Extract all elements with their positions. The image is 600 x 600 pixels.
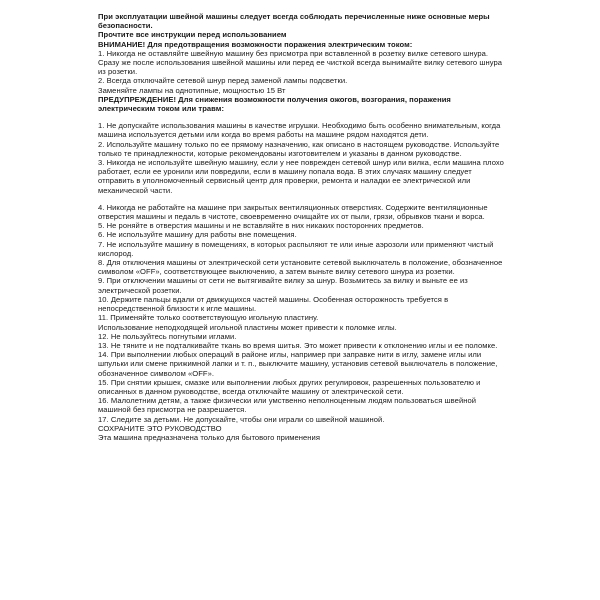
caution-item: 15. При снятии крышек, смазке или выполнении любых других регулировок, разрешенных пользователю и описанных в данном руководстве, всегда отключайте машину от электрической сети. <box>98 377 481 396</box>
read-all-heading: Прочтите все инструкции перед использованием <box>98 30 287 40</box>
caution-item: 9. При отключении машины от сети не вытягивайте вилку за шнур. Возьмитесь за вилку и выньте ее из электрической розетки. <box>98 276 468 295</box>
caution-item: Использование неподходящей игольной пластины может привести к поломке иглы. <box>98 322 397 332</box>
caution-item: 1. Не допускайте использования машины в качестве игрушки. Необходимо быть особенно внимательным, когда машина используется детьми или когда во время работы на машине рядом находятся дети. <box>98 121 501 140</box>
caution-item: 11. Применяйте только соответствующую игольную пластину. <box>98 313 319 323</box>
caution-item: 14. При выполнении любых операций в районе иглы, например при заправке нити в иглу, замене иглы или шпульки или смене прижимной лапки и т. п., выключите машину, установив сетевой выключатель в положение, обозначенное символом «OFF». <box>98 350 498 378</box>
intro-heading: При эксплуатации швейной машины следует всегда соблюдать перечисленные ниже основные меры безопасности. <box>98 12 490 31</box>
caution-item: 2. Используйте машину только по ее прямому назначению, как описано в настоящем руководстве. Используйте только те принадлежности, которые рекомендованы изготовителем и указаны в данном руководстве. <box>98 139 500 158</box>
caution-item: 16. Малолетним детям, а также физически или умственно неполноценным людям пользоваться швейной машиной без присмотра не разрешается. <box>98 396 477 415</box>
warning-item: Заменяйте лампы на однотипные, мощностью 15 Вт <box>98 85 286 95</box>
warning-electric-heading: ВНИМАНИЕ! Для предотвращения возможности поражения электрическим током: <box>98 39 413 49</box>
caution-item: 3. Никогда не используйте швейную машину, если у нее поврежден сетевой шнур или вилка, если машина плохо работает, если ее уронили или повредили, если в машину попала вода. В этих случаях машину следует отправить в уполномоченный сервисный центр для проверки, ремонта и наладки ее электрической или механической части. <box>98 158 504 195</box>
household-use-line: Эта машина предназначена только для бытового применения <box>98 432 321 442</box>
caution-item: 4. Никогда не работайте на машине при закрытых вентиляционных отверстиях. Содержите вентиляционные отверстия машины и педаль в чистоте, своевременно очищайте их от пыли, грязи, обрывков ткани и ворса. <box>98 202 488 222</box>
spacer <box>98 113 505 121</box>
caution-item: 17. Следите за детьми. Не допускайте, чтобы они играли со швейной машиной. <box>98 414 385 424</box>
caution-item: 12. Не пользуйтесь погнутыми иглами. <box>98 331 237 341</box>
warning-item: 1. Никогда не оставляйте швейную машину без присмотра при вставленной в розетку вилке сетевого шнура. Сразу же после использования швейной машины или перед ее чисткой всегда вынимайте вилку сетевого шнура из розетки. <box>98 48 503 77</box>
caution-item: 7. Не используйте машину в помещениях, в которых распыляют те или иные аэрозоли или применяют чистый кислород. <box>98 239 494 258</box>
caution-item: 5. Не роняйте в отверстия машины и не вставляйте в них никаких посторонних предметов. <box>98 221 424 231</box>
spacer <box>98 195 505 203</box>
warning-item: 2. Всегда отключайте сетевой шнур перед заменой лампы подсветки. <box>98 76 348 86</box>
save-manual-line: СОХРАНИТЕ ЭТО РУКОВОДСТВО <box>98 423 222 433</box>
caution-item: 10. Держите пальцы вдали от движущихся частей машины. Особенная осторожность требуется в непосредственной близости к игле машины. <box>98 294 449 314</box>
caution-item: 13. Не тяните и не подталкивайте ткань во время шитья. Это может привести к отклонению иглы и ее поломке. <box>98 340 498 350</box>
caution-heading: ПРЕДУПРЕЖДЕНИЕ! Для снижения возможности получения ожогов, возгорания, поражения электрическим током или травм: <box>98 94 451 114</box>
caution-item: 6. Не используйте машину для работы вне помещения. <box>98 230 297 240</box>
caution-item: 8. Для отключения машины от электрической сети установите сетевой выключатель в положение, обозначенное символом «OFF», соответствующее выключению, а затем выньте вилку сетевого шнура из розетки. <box>98 258 503 277</box>
